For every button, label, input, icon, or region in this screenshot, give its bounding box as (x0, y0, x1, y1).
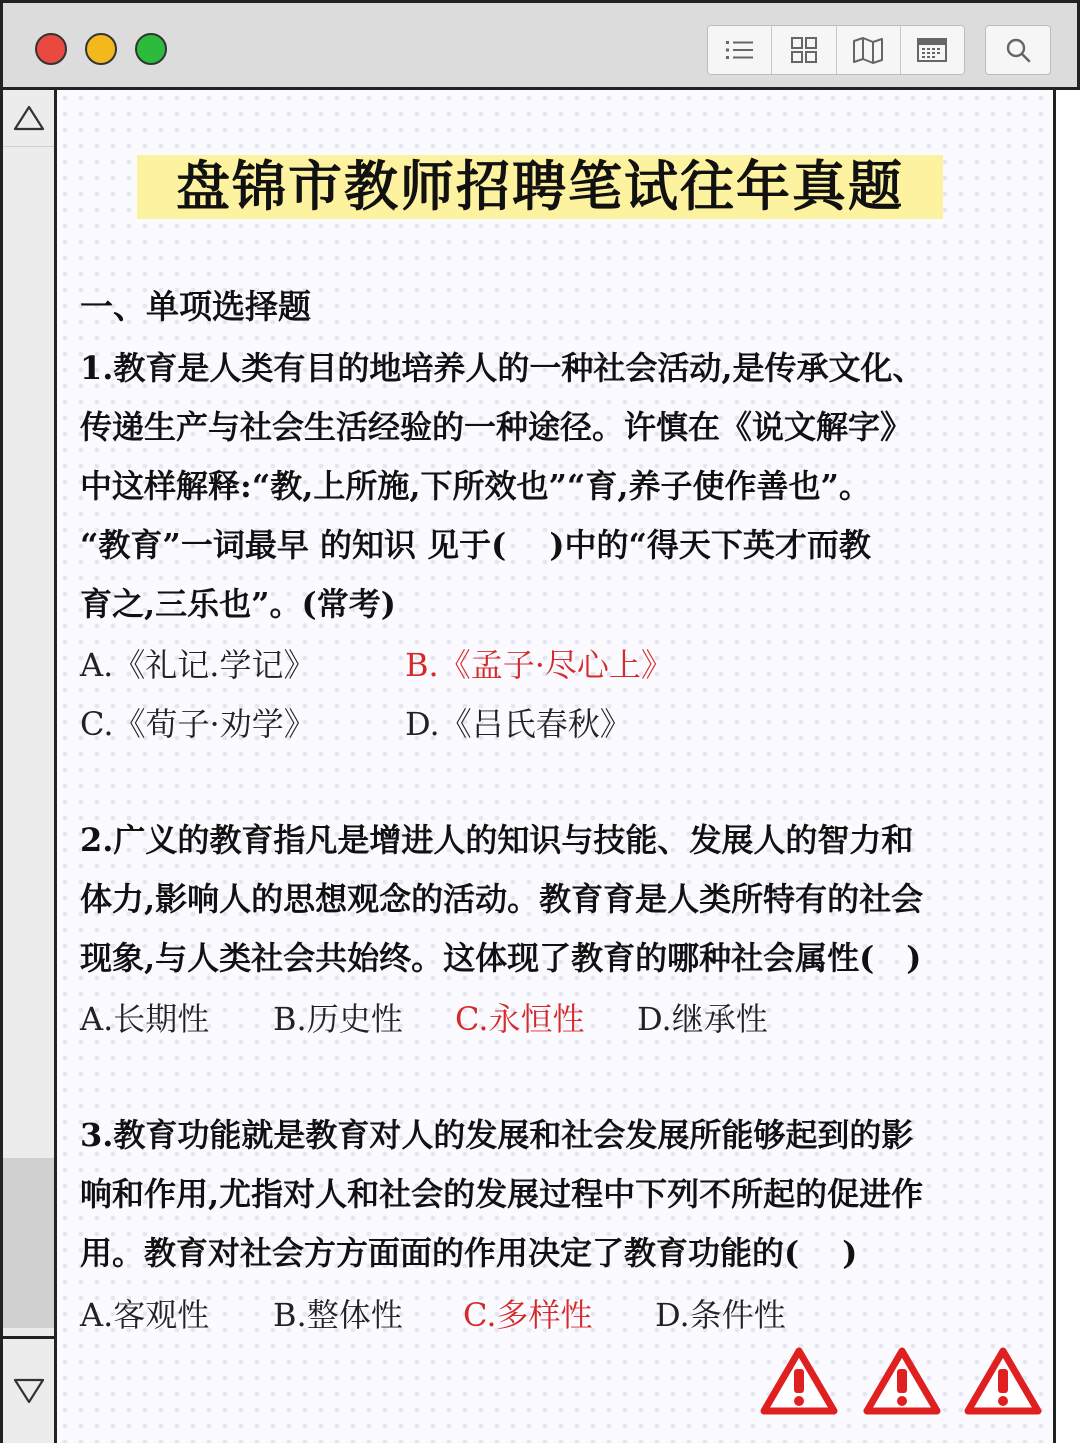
page-title: 盘锦市教师招聘笔试往年真题 (176, 154, 904, 218)
search-button[interactable] (985, 25, 1051, 75)
list-view-button[interactable] (708, 26, 772, 74)
option-c-answer: C.永恒性 (455, 1000, 585, 1038)
question-1 (80, 339, 1010, 634)
option-c: C.《荀子·劝学》 (80, 705, 316, 743)
option-a: A.《礼记.学记》 (80, 646, 316, 684)
option-b: B.历史性 (273, 1000, 403, 1038)
triangle-down-icon (13, 1377, 45, 1405)
maximize-window-button[interactable] (135, 33, 167, 65)
question-line: “教育”一词最早 的知识 见于( )中的“得天下英才而教 (80, 526, 871, 564)
scroll-track[interactable] (3, 146, 54, 1336)
triangle-up-icon (13, 104, 45, 132)
option-d: D.继承性 (637, 1000, 768, 1038)
map-icon (852, 36, 884, 64)
vertical-scrollbar[interactable] (3, 90, 57, 1443)
grid-view-button[interactable] (772, 26, 836, 74)
scroll-thumb[interactable] (3, 1158, 54, 1328)
question-3 (80, 1106, 1010, 1283)
section-heading: 一、单项选择题 (80, 287, 311, 326)
minimize-window-button[interactable] (85, 33, 117, 65)
question-line: 中这样解释:“教,上所施,下所效也”“育,养子使作善也”。 (80, 467, 871, 505)
grid-icon (790, 36, 818, 64)
option-a: A.客观性 (80, 1296, 210, 1334)
document-content (57, 90, 1053, 1443)
calendar-view-button[interactable] (901, 26, 964, 74)
question-line: 育之,三乐也”。(常考) (80, 585, 396, 623)
question-line: 传递生产与社会生活经验的一种途径。许慎在《说文解字》 (80, 408, 913, 446)
question-line: 1.教育是人类有目的地培养人的一种社会活动,是传承文化、 (80, 349, 925, 387)
option-c-answer: C.多样性 (463, 1296, 593, 1334)
option-a: A.长期性 (80, 1000, 210, 1038)
scroll-down-button[interactable] (3, 1336, 54, 1443)
warning-icon (862, 1345, 942, 1417)
option-b-answer: B.《孟子·尽心上》 (405, 646, 673, 684)
view-toolbar (707, 25, 965, 75)
search-icon (1004, 36, 1032, 64)
list-icon (725, 38, 755, 62)
option-b: B.整体性 (273, 1296, 403, 1334)
window-margin (1056, 90, 1080, 1443)
question-line: 2.广义的教育指凡是增进人的知识与技能、发展人的智力和 (80, 821, 914, 859)
question-line: 响和作用,尤指对人和社会的发展过程中下列不所起的促进作 (80, 1175, 924, 1213)
question-2 (80, 811, 1010, 988)
map-view-button[interactable] (837, 26, 901, 74)
option-d: D.条件性 (655, 1296, 786, 1334)
question-line: 用。教育对社会方方面面的作用决定了教育功能的( ) (80, 1234, 858, 1272)
warning-icon (759, 1345, 839, 1417)
title-bar (0, 0, 1080, 90)
scroll-up-button[interactable] (3, 90, 54, 147)
warning-icon (963, 1345, 1043, 1417)
close-window-button[interactable] (35, 33, 67, 65)
question-line: 体力,影响人的思想观念的活动。教育育是人类所特有的社会 (80, 880, 924, 918)
calendar-icon (916, 36, 948, 64)
question-line: 现象,与人类社会共始终。这体现了教育的哪种社会属性( ) (80, 939, 922, 977)
question-line: 3.教育功能就是教育对人的发展和社会发展所能够起到的影 (80, 1116, 914, 1154)
option-d: D.《吕氏春秋》 (405, 705, 632, 743)
